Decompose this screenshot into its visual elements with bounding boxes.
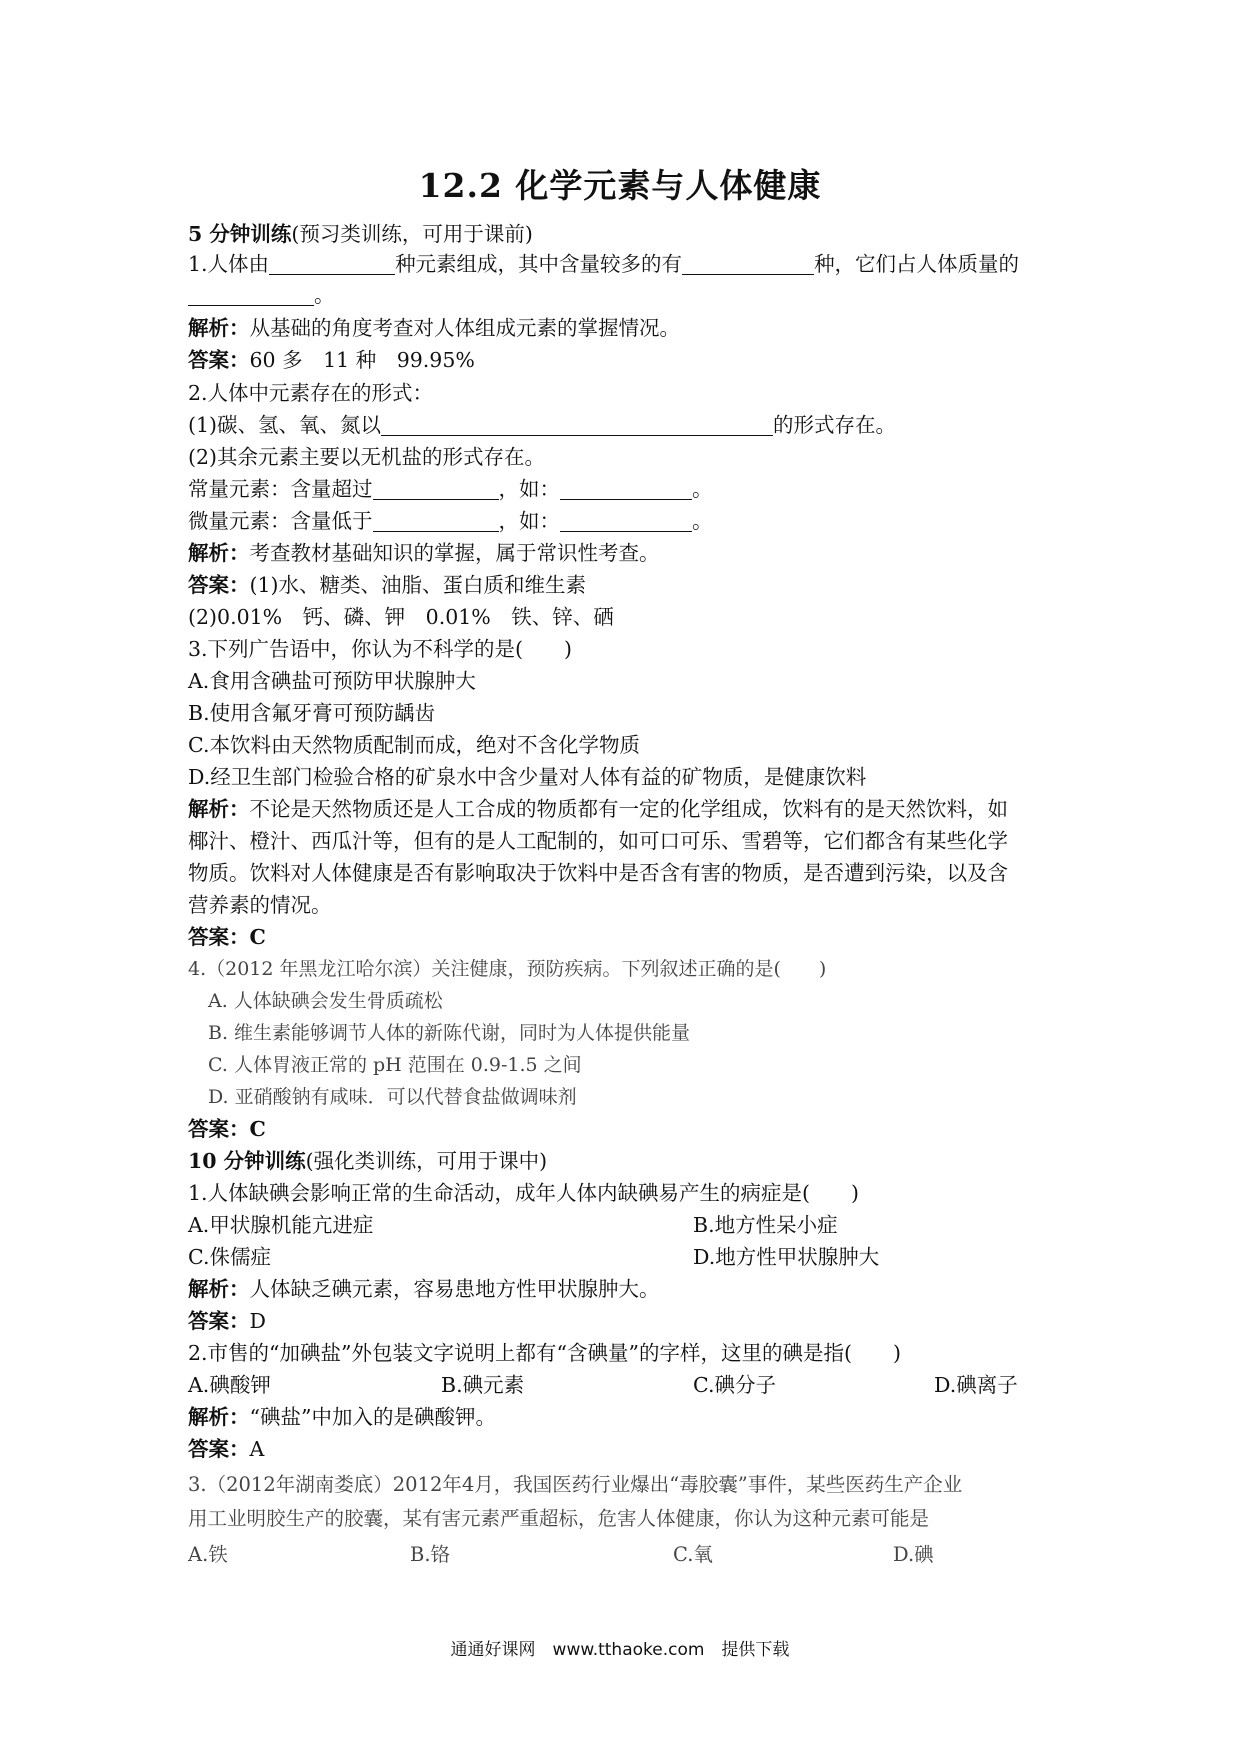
question-text: 。 xyxy=(692,509,713,533)
answer-blank[interactable] xyxy=(560,509,692,532)
question-2-stem: 2.市售的“加碘盐”外包装文字说明上都有“含碘量”的字样，这里的碘是指( ) xyxy=(188,1341,901,1365)
analysis-text: “碘盐”中加入的是碘酸钾。 xyxy=(249,1405,496,1429)
answer-blank[interactable] xyxy=(373,509,499,532)
analysis-line xyxy=(188,313,1068,343)
question-text: 。 xyxy=(314,283,335,307)
section-heading-5min xyxy=(188,219,1068,249)
analysis-line xyxy=(188,794,1068,824)
question-3-stem: 3.下列广告语中，你认为不科学的是( ) xyxy=(188,637,573,661)
option-d: D.碘离子 xyxy=(934,1373,1018,1397)
answer-label: 答案： xyxy=(188,573,250,597)
analysis-line xyxy=(188,538,1068,568)
answer-text: (1)水、糖类、油脂、蛋白质和维生素 xyxy=(249,573,587,597)
option-c: C.本饮料由天然物质配制而成，绝对不含化学物质 xyxy=(188,733,640,757)
option-c: C.碘分子 xyxy=(693,1373,776,1397)
question-text: 1.人体由 xyxy=(188,252,270,276)
answer-line xyxy=(188,570,1068,600)
question-text: 常量元素：含量超过 xyxy=(188,477,373,501)
option-b: B.地方性呆小症 xyxy=(693,1213,838,1237)
question-4-stem: 4.（2012 年黑龙江哈尔滨）关注健康，预防疾病。下列叙述正确的是( ) xyxy=(188,958,827,980)
analysis-text: 不论是天然物质还是人工合成的物质都有一定的化学组成，饮料有的是天然饮料，如 xyxy=(249,797,1008,821)
question-text: 种，它们占人体质量的 xyxy=(814,252,1020,276)
option-b: B.碘元素 xyxy=(441,1373,525,1397)
analysis-text: 考查教材基础知识的掌握，属于常识性考查。 xyxy=(249,541,660,565)
question-2-line-4 xyxy=(188,506,1068,536)
answer-blank[interactable] xyxy=(269,252,395,275)
section-heading-10min xyxy=(188,1146,1068,1176)
option-d: D.经卫生部门检验合格的矿泉水中含少量对人体有益的矿物质，是健康饮料 xyxy=(188,765,867,789)
section-heading: 10 分钟训练 xyxy=(188,1149,306,1173)
question-3-stem-line-1: 3.（2012年湖南娄底）2012年4月，我国医药行业爆出“毒胶囊”事件，某些医药生产企业 xyxy=(188,1473,963,1496)
option-a: A.碘酸钾 xyxy=(188,1373,271,1397)
question-text: 。 xyxy=(692,477,713,501)
option-a: A.食用含碘盐可预防甲状腺肿大 xyxy=(188,669,476,693)
answer-line xyxy=(188,1114,1068,1144)
option-a: A.铁 xyxy=(188,1543,228,1566)
answer-text: C xyxy=(249,1117,266,1141)
answer-text: A xyxy=(249,1437,265,1461)
analysis-text: 人体缺乏碘元素，容易患地方性甲状腺肿大。 xyxy=(249,1277,660,1301)
analysis-label: 解析： xyxy=(188,1277,250,1301)
question-2-line-3 xyxy=(188,474,1068,504)
answer-text: C xyxy=(249,925,266,949)
answer-blank[interactable] xyxy=(381,413,773,436)
option-a: A. 人体缺碘会发生骨质疏松 xyxy=(208,990,443,1012)
analysis-text: 从基础的角度考查对人体组成元素的掌握情况。 xyxy=(249,316,680,340)
answer-line xyxy=(188,922,1068,952)
question-2-line-2: (2)其余元素主要以无机盐的形式存在。 xyxy=(188,445,546,469)
analysis-line-4: 营养素的情况。 xyxy=(188,893,332,917)
answer-label: 答案： xyxy=(188,1309,250,1333)
question-text: 种元素组成，其中含量较多的有 xyxy=(395,252,683,276)
option-c: C.氧 xyxy=(673,1543,713,1566)
option-c: C. 人体胃液正常的 pH 范围在 0.9-1.5 之间 xyxy=(208,1054,582,1076)
answer-blank[interactable] xyxy=(682,252,814,275)
option-d: D.碘 xyxy=(893,1543,934,1566)
analysis-line-2: 椰汁、橙汁、西瓜汁等，但有的是人工配制的，如可口可乐、雪碧等，它们都含有某些化学 xyxy=(188,829,1008,853)
answer-label: 答案： xyxy=(188,925,250,949)
analysis-label: 解析： xyxy=(188,797,250,821)
analysis-line xyxy=(188,1274,1068,1304)
analysis-label: 解析： xyxy=(188,316,250,340)
answer-blank[interactable] xyxy=(560,477,692,500)
option-c: C.侏儒症 xyxy=(188,1245,271,1269)
question-1-stem: 1.人体缺碘会影响正常的生命活动，成年人体内缺碘易产生的病症是( ) xyxy=(188,1181,860,1205)
answer-label: 答案： xyxy=(188,1437,250,1461)
question-text: 微量元素：含量低于 xyxy=(188,509,373,533)
question-text: ，如： xyxy=(498,509,560,533)
section-heading: 5 分钟训练 xyxy=(188,222,292,246)
question-text: (1)碳、氢、氧、氮以 xyxy=(188,413,382,437)
answer-label: 答案： xyxy=(188,348,250,372)
answer-label: 答案： xyxy=(188,1117,250,1141)
answer-text: 60 多 11 种 99.95% xyxy=(249,348,475,372)
answer-text: D xyxy=(249,1309,266,1333)
question-text: 的形式存在。 xyxy=(773,413,897,437)
option-b: B.铬 xyxy=(410,1543,451,1566)
analysis-line xyxy=(188,1402,1068,1432)
option-a: A.甲状腺机能亢进症 xyxy=(188,1213,374,1237)
option-b: B. 维生素能够调节人体的新陈代谢，同时为人体提供能量 xyxy=(208,1022,691,1044)
answer-blank[interactable] xyxy=(373,477,499,500)
question-1-line-1 xyxy=(188,249,1068,279)
option-b: B.使用含氟牙膏可预防龋齿 xyxy=(188,701,436,725)
option-d: D. 亚硝酸钠有咸味．可以代替食盐做调味剂 xyxy=(208,1086,577,1108)
answer-line xyxy=(188,1306,1068,1336)
page-footer: 通通好课网 www.tthaoke.com 提供下载 xyxy=(450,1640,790,1660)
section-subheading: (强化类训练，可用于课中) xyxy=(305,1149,548,1173)
question-1-line-2 xyxy=(188,280,1068,310)
answer-line-2: (2)0.01% 钙、磷、钾 0.01% 铁、锌、硒 xyxy=(188,605,614,629)
section-subheading: (预习类训练，可用于课前) xyxy=(291,222,533,246)
answer-blank[interactable] xyxy=(188,283,314,306)
page-title: 12.2 化学元素与人体健康 xyxy=(418,166,822,205)
analysis-label: 解析： xyxy=(188,1405,250,1429)
option-d: D.地方性甲状腺肿大 xyxy=(693,1245,880,1269)
answer-line xyxy=(188,345,1068,375)
question-text: ，如： xyxy=(498,477,560,501)
question-2-line-1 xyxy=(188,410,1068,440)
answer-line xyxy=(188,1434,1068,1464)
analysis-line-3: 物质。饮料对人体健康是否有影响取决于饮料中是否含有害的物质，是否遭到污染，以及含 xyxy=(188,861,1008,885)
analysis-label: 解析： xyxy=(188,541,250,565)
question-2-stem: 2.人体中元素存在的形式： xyxy=(188,381,434,405)
question-3-stem-line-2: 用工业明胶生产的胶囊，某有害元素严重超标，危害人体健康，你认为这种元素可能是 xyxy=(188,1507,930,1530)
